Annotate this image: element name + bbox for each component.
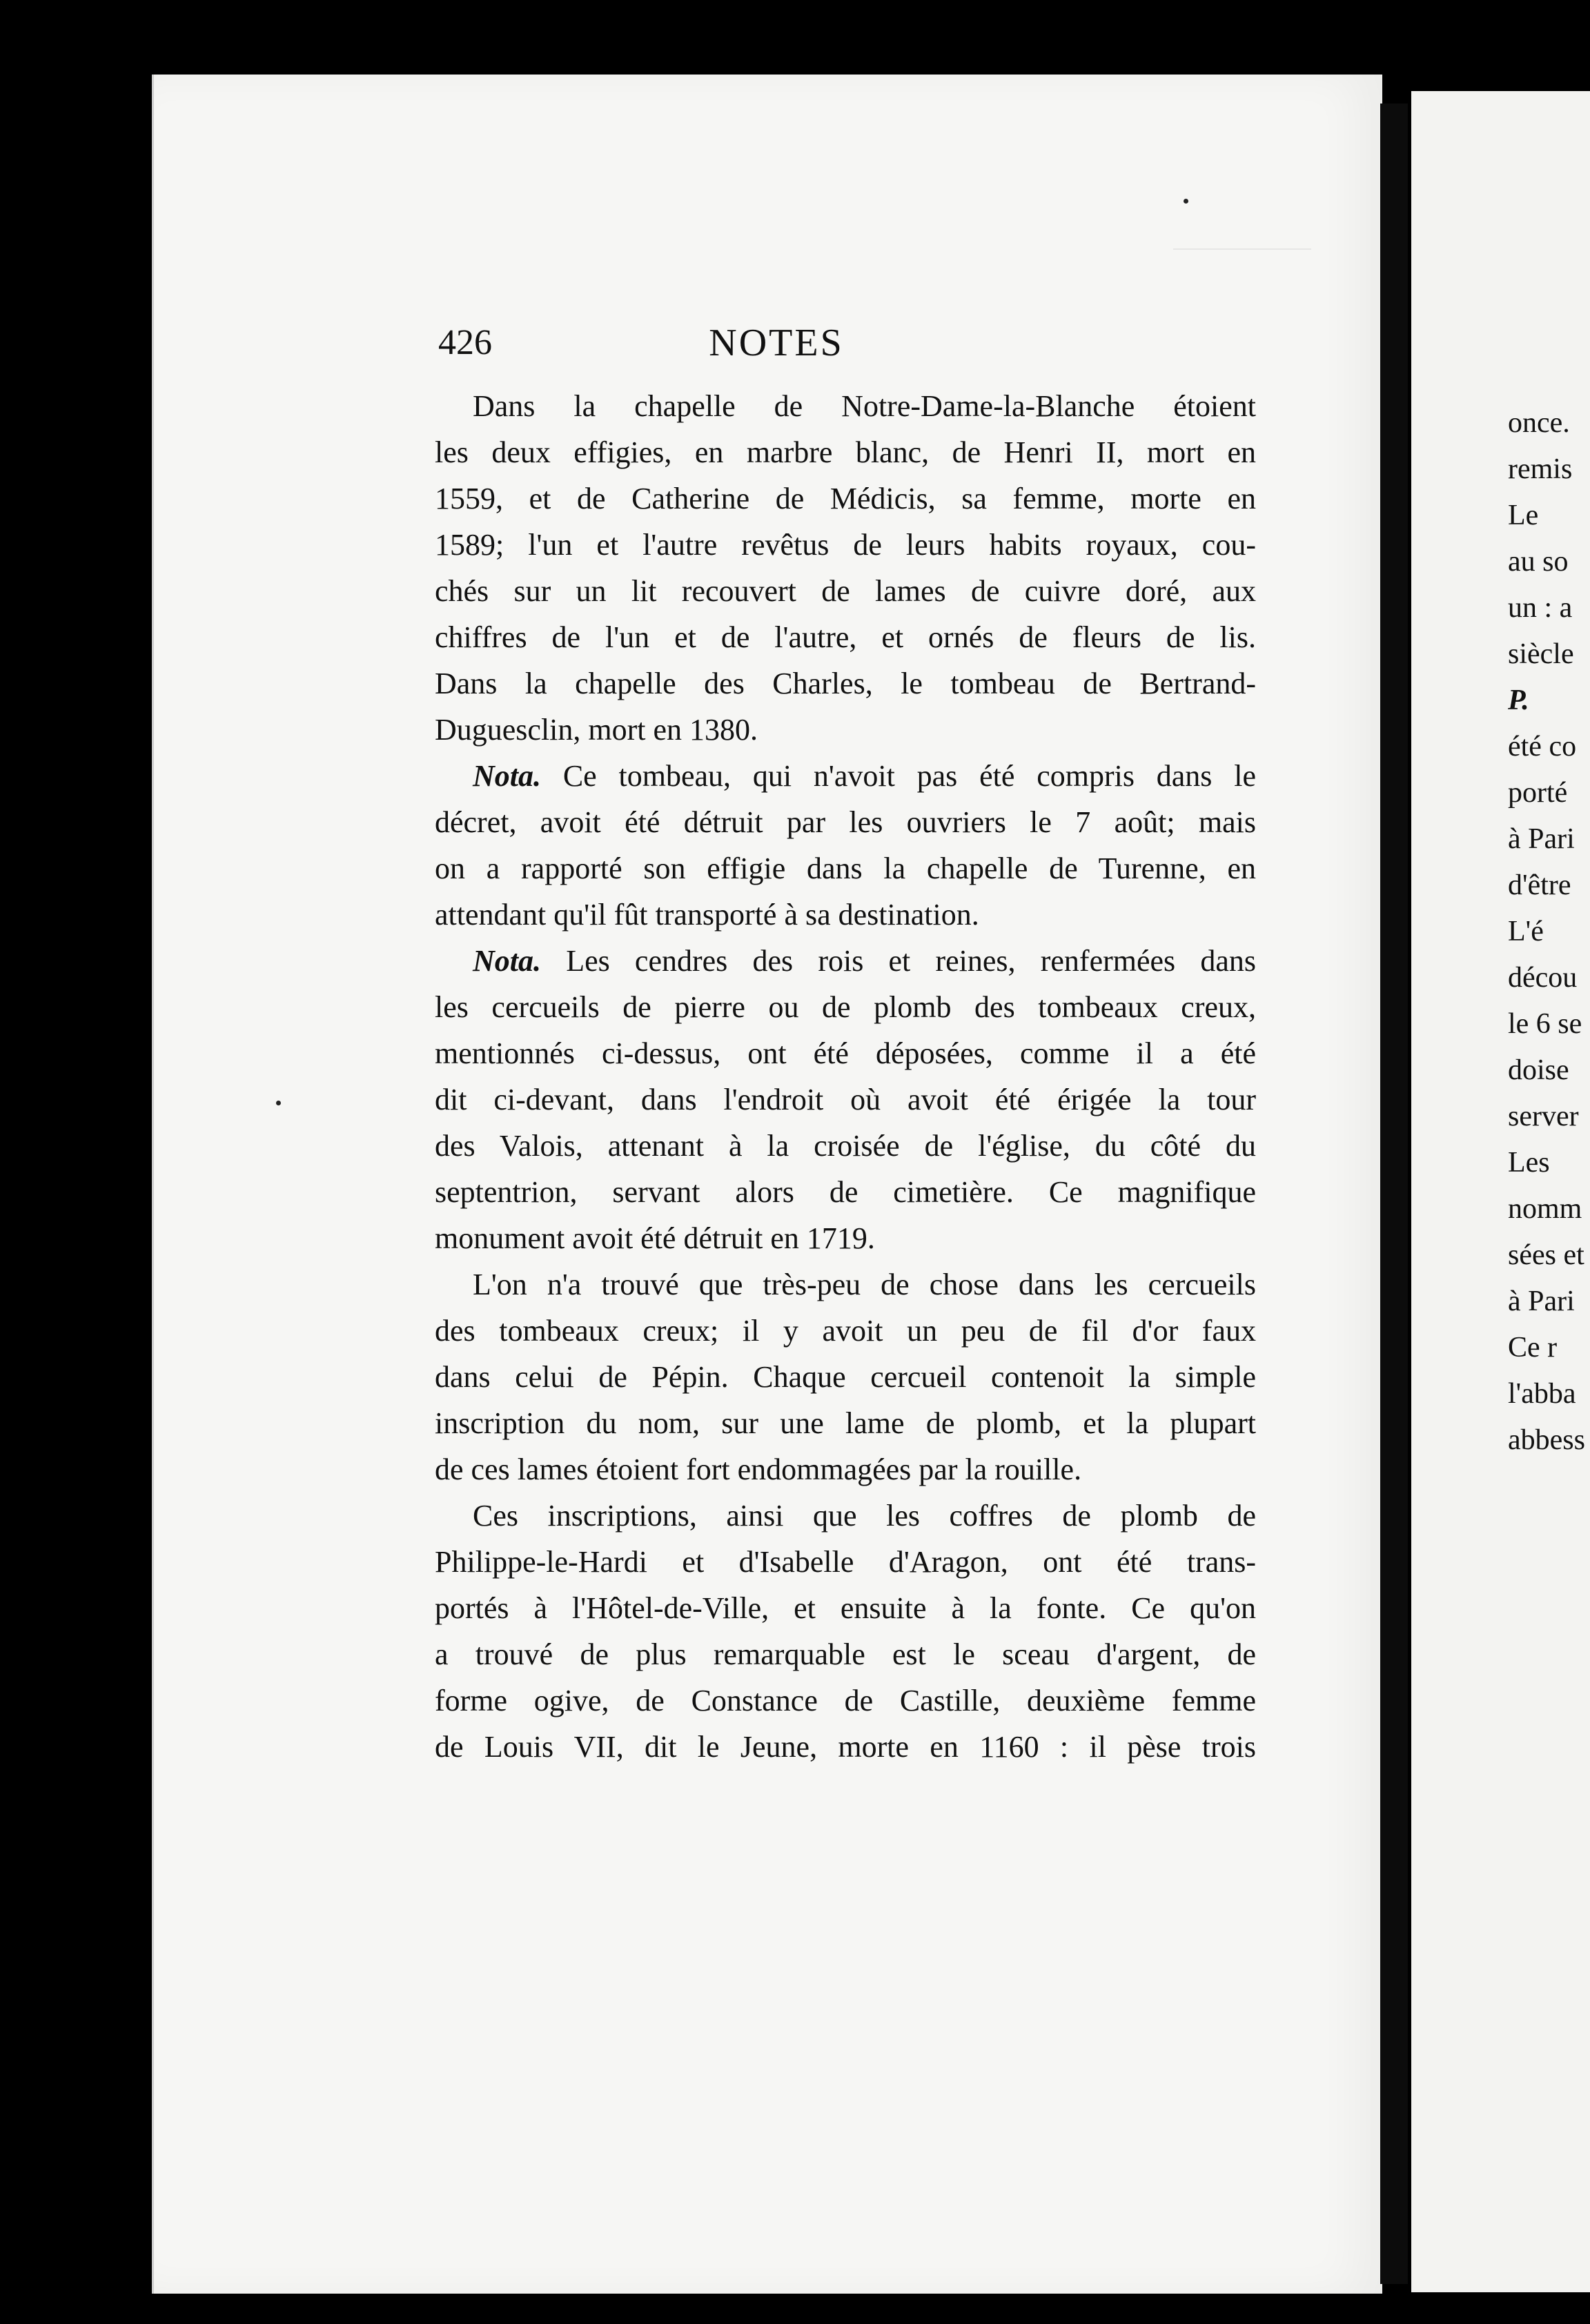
text-fragment: le 6 se (1508, 1008, 1582, 1040)
text-fragment: sées et (1508, 1239, 1584, 1271)
text-line (435, 938, 1256, 984)
text-line: chés sur un lit recouvert de lames de cuivre doré, aux (435, 574, 1256, 608)
text-line: les cercueils de pierre ou de plomb des tombeaux creux, (435, 990, 1256, 1024)
text-line: les deux effigies, en marbre blanc, de Henri II, mort en (435, 435, 1256, 469)
text-fragment: décou (1508, 962, 1578, 994)
nota-label: Nota. (473, 759, 541, 793)
text-fragment: porté (1508, 777, 1568, 809)
text-fragment: once. (1508, 407, 1570, 439)
right-page-text (1508, 400, 1590, 1464)
text-fragment: été co (1508, 731, 1577, 762)
text-line: portés à l'Hôtel-de-Ville, et ensuite à la fonte. Ce qu'on (435, 1591, 1256, 1625)
running-title: NOTES (709, 322, 844, 364)
text-line: inscription du nom, sur une lame de plomb, et la plupart (435, 1406, 1256, 1440)
book-spine (1380, 104, 1408, 2284)
text-line: Dans la chapelle de Notre-Dame-la-Blanche étoient (473, 389, 1256, 423)
text-line: Duguesclin, mort en 1380. (435, 713, 758, 747)
text-line (435, 753, 1256, 799)
text-line: décret, avoit été détruit par les ouvriers le 7 août; mais (435, 805, 1256, 839)
text-line: des tombeaux creux; il y avoit un peu de fil d'or faux (435, 1314, 1256, 1348)
text-fragment: P. (1508, 685, 1529, 716)
text-fragment: Les (1508, 1147, 1550, 1179)
body-text (435, 383, 1256, 1770)
text-line: mentionnés ci-dessus, ont été déposées, comme il a été (435, 1036, 1256, 1070)
page-number: 426 (438, 323, 492, 362)
text-line: 1589; l'un et l'autre revêtus de leurs habits royaux, cou- (435, 528, 1256, 562)
text-fragment: server (1508, 1101, 1579, 1132)
text-fragment: doise (1508, 1054, 1569, 1086)
text-fragment: remis (1508, 453, 1573, 485)
text-line: dit ci-devant, dans l'endroit où avoit été érigée la tour (435, 1083, 1256, 1116)
text-fragment: au so (1508, 546, 1569, 578)
text-line: septentrion, servant alors de cimetière. Ce magnifique (435, 1175, 1256, 1209)
text-line: de Louis VII, dit le Jeune, morte en 1160 : il pèse trois (435, 1730, 1256, 1764)
text-fragment: L'é (1508, 916, 1544, 947)
scan-artifact (1173, 248, 1311, 250)
text-fragment: d'être (1508, 869, 1571, 901)
text-line: Ces inscriptions, ainsi que les coffres de plomb de (473, 1499, 1256, 1533)
text-fragment: Ce r (1508, 1332, 1558, 1363)
text-fragment: un : a (1508, 592, 1573, 624)
text-line: on a rapporté son effigie dans la chapelle de Turenne, en (435, 851, 1256, 885)
text-fragment: nomm (1508, 1193, 1582, 1225)
text-line: Dans la chapelle des Charles, le tombeau de Bertrand- (435, 667, 1256, 700)
text-line-content: Les cendres des rois et reines, renfermées dans (566, 944, 1257, 978)
text-line: attendant qu'il fût transporté à sa destination. (435, 898, 979, 932)
text-fragment: abbess (1508, 1424, 1585, 1456)
text-line: chiffres de l'un et de l'autre, et ornés de fleurs de lis. (435, 620, 1256, 654)
text-fragment: siècle (1508, 638, 1574, 670)
scan-speck (1184, 199, 1188, 204)
scan-speck (276, 1101, 281, 1105)
text-line: a trouvé de plus remarquable est le sceau d'argent, de (435, 1637, 1256, 1671)
page-header (283, 314, 1270, 369)
text-line: de ces lames étoient fort endommagées par la rouille. (435, 1452, 1082, 1486)
text-fragment: Le (1508, 500, 1539, 531)
text-line-content: Ce tombeau, qui n'avoit pas été compris dans le (562, 759, 1256, 793)
text-line: des Valois, attenant à la croisée de l'église, du côté du (435, 1129, 1256, 1163)
text-line: 1559, et de Catherine de Médicis, sa femme, morte en (435, 482, 1256, 515)
nota-label: Nota. (473, 944, 541, 978)
text-fragment: à Pari (1508, 823, 1575, 855)
text-line: L'on n'a trouvé que très-peu de chose dans les cercueils (473, 1268, 1256, 1301)
text-line: forme ogive, de Constance de Castille, deuxième femme (435, 1684, 1256, 1717)
text-line: monument avoit été détruit en 1719. (435, 1221, 875, 1255)
text-line: Philippe-le-Hardi et d'Isabelle d'Aragon, ont été trans- (435, 1545, 1256, 1579)
text-line: dans celui de Pépin. Chaque cercueil contenoit la simple (435, 1360, 1256, 1394)
text-fragment: l'abba (1508, 1378, 1576, 1410)
text-fragment: à Pari (1508, 1286, 1575, 1317)
